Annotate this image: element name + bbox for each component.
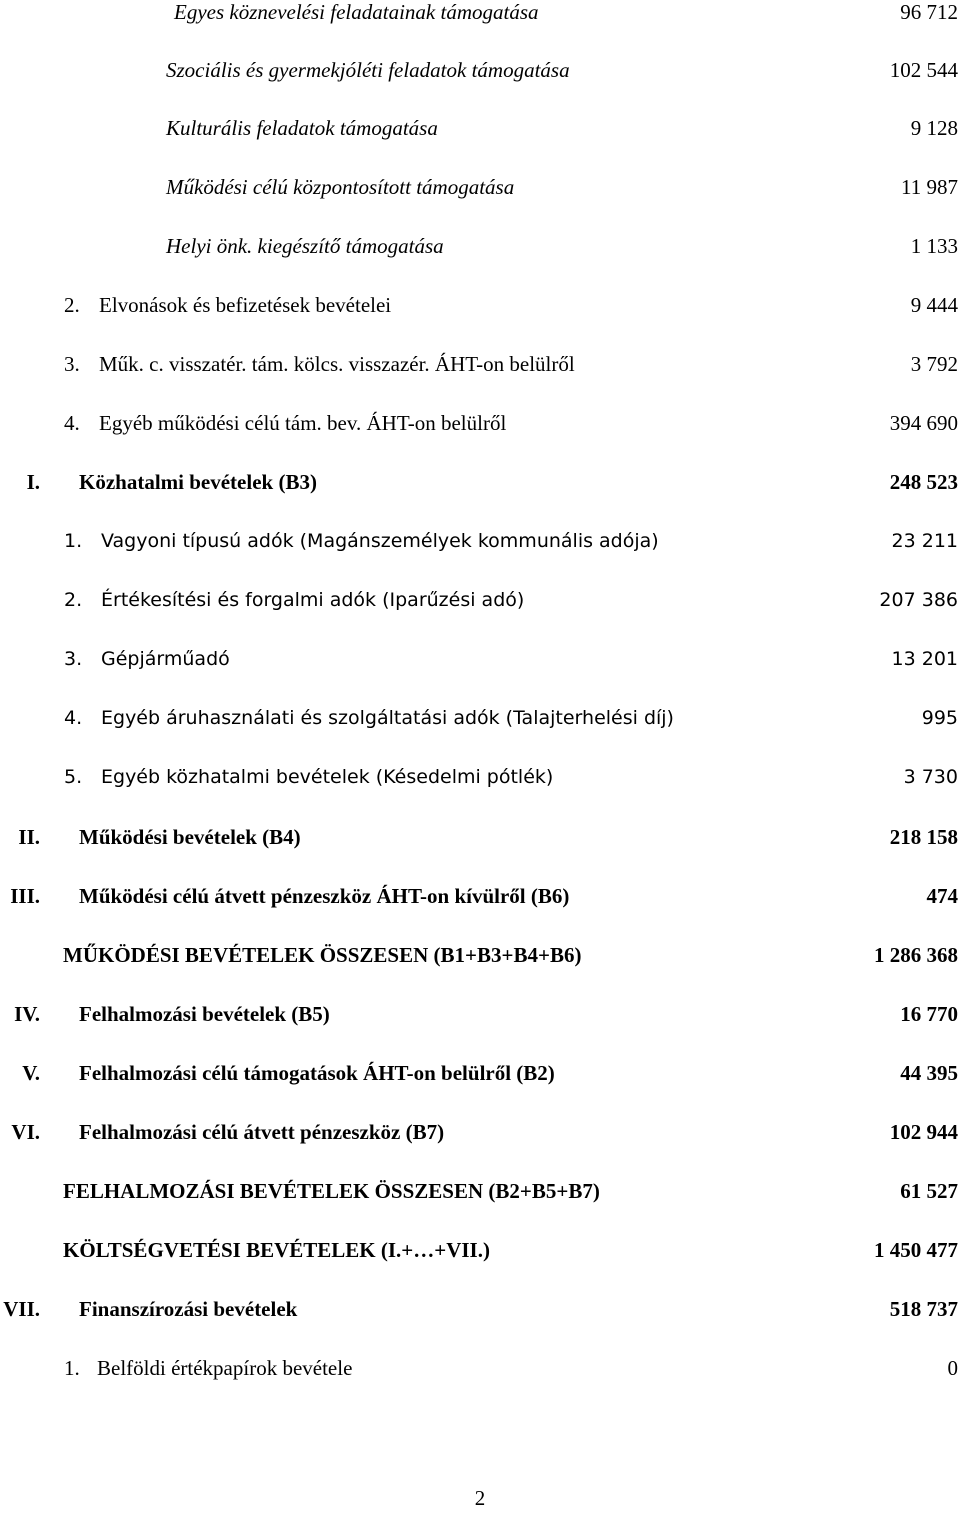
row-value: 218 158 [889, 825, 958, 849]
row-label: Belföldi értékpapírok bevétele [97, 1356, 353, 1380]
row-value: 394 690 [889, 411, 958, 435]
row-value: 518 737 [889, 1297, 958, 1321]
row-value: 1 286 368 [874, 943, 958, 967]
row-label: Működési célú átvett pénzeszköz ÁHT-on kívülről (B6) [79, 884, 570, 908]
row-label: Egyéb közhatalmi bevételek (Késedelmi pótlék) [101, 766, 554, 788]
row-label: Gépjárműadó [101, 648, 230, 670]
budget-row-aruhasznalati [0, 698, 960, 738]
row-label: Értékesítési és forgalmi adók (Iparűzési adó) [101, 589, 525, 611]
row-number: 4. [64, 411, 80, 435]
row-value: 23 211 [891, 530, 958, 552]
budget-row-ertekesitesi [0, 580, 960, 620]
budget-row-koznevelesi [0, 0, 960, 32]
row-label: Vagyoni típusú adók (Magánszemélyek kommunális adója) [101, 530, 659, 552]
row-value: 102 544 [889, 58, 958, 82]
row-value: 3 792 [910, 352, 958, 376]
row-value: 61 527 [900, 1179, 958, 1203]
budget-row-visszaterulo [0, 344, 960, 384]
row-roman-numeral: IV. [14, 1002, 40, 1026]
row-label: Helyi önk. kiegészítő támogatása [166, 234, 444, 258]
row-value: 1 133 [910, 234, 958, 258]
row-label: Közhatalmi bevételek (B3) [79, 470, 317, 494]
row-value: 1 450 477 [874, 1238, 958, 1262]
budget-row-kesedelmi [0, 757, 960, 797]
budget-row-szocialis [0, 50, 960, 90]
row-number: 1. [64, 530, 83, 552]
row-value: 474 [926, 884, 958, 908]
budget-row-atvett-kivulrol [0, 876, 960, 916]
row-value: 102 944 [889, 1120, 958, 1144]
row-label: Egyéb áruhasználati és szolgáltatási adók (Talajterhelési díj) [101, 707, 674, 729]
row-number: 2. [64, 589, 83, 611]
row-roman-numeral: VI. [11, 1120, 40, 1144]
budget-row-kulturalis [0, 108, 960, 148]
row-label: Egyéb működési célú tám. bev. ÁHT-on belülről [99, 411, 507, 435]
row-label: Finanszírozási bevételek [79, 1297, 298, 1321]
budget-row-elvonasok [0, 285, 960, 325]
row-label: Felhalmozási bevételek (B5) [79, 1002, 330, 1026]
row-label: MŰKÖDÉSI BEVÉTELEK ÖSSZESEN (B1+B3+B4+B6) [63, 943, 582, 967]
row-value: 0 [947, 1356, 958, 1380]
row-value: 9 444 [910, 293, 958, 317]
row-roman-numeral: I. [26, 470, 40, 494]
row-number: 1. [64, 1356, 80, 1380]
row-label: Szociális és gyermekjóléti feladatok támogatása [166, 58, 570, 82]
row-roman-numeral: VII. [3, 1297, 40, 1321]
row-value: 16 770 [900, 1002, 958, 1026]
row-label: Felhalmozási célú támogatások ÁHT-on belülről (B2) [79, 1061, 555, 1085]
row-value: 995 [921, 707, 958, 729]
row-value: 207 386 [879, 589, 958, 611]
budget-row-mukodesi-osszesen [0, 935, 960, 975]
budget-row-kozpontositott [0, 167, 960, 207]
row-label: Egyes köznevelési feladatainak támogatása [174, 0, 539, 24]
row-value: 248 523 [889, 470, 958, 494]
budget-row-felhalmozasi-osszesen [0, 1171, 960, 1211]
row-roman-numeral: V. [22, 1061, 40, 1085]
row-roman-numeral: II. [18, 825, 40, 849]
budget-row-mukodesi-bevetelek [0, 817, 960, 857]
row-value: 9 128 [910, 116, 958, 140]
row-number: 5. [64, 766, 83, 788]
page-number: 2 [474, 1486, 486, 1510]
row-number: 3. [64, 648, 83, 670]
row-label: Kulturális feladatok támogatása [166, 116, 438, 140]
row-number: 2. [64, 293, 80, 317]
budget-row-gepjarmuado [0, 639, 960, 679]
budget-row-vagyoni [0, 521, 960, 561]
budget-row-felhalmozasi-bevetelek [0, 994, 960, 1034]
budget-row-ertekpapirok [0, 1348, 960, 1388]
row-value: 96 712 [900, 0, 958, 24]
row-label: Működési célú központosított támogatása [166, 175, 515, 199]
row-label: Működési bevételek (B4) [79, 825, 301, 849]
row-label: Műk. c. visszatér. tám. kölcs. visszazér. ÁHT-on belülről [99, 352, 575, 376]
budget-row-egyeb-mukodesi [0, 403, 960, 443]
budget-row-kozhatalmi [0, 462, 960, 502]
row-value: 3 730 [903, 766, 958, 788]
budget-row-kiegeszito [0, 226, 960, 266]
budget-row-koltsegvetesi [0, 1230, 960, 1270]
budget-row-felhalmozasi-tamogatasok [0, 1053, 960, 1093]
row-label: Felhalmozási célú átvett pénzeszköz (B7) [79, 1120, 445, 1144]
row-number: 3. [64, 352, 80, 376]
row-value: 13 201 [891, 648, 958, 670]
row-number: 4. [64, 707, 83, 729]
row-label: KÖLTSÉGVETÉSI BEVÉTELEK (I.+…+VII.) [63, 1238, 490, 1262]
row-roman-numeral: III. [10, 884, 40, 908]
budget-row-finanszirozasi [0, 1289, 960, 1329]
budget-row-felhalmozasi-atvett [0, 1112, 960, 1152]
row-value: 11 987 [901, 175, 958, 199]
row-label: Elvonások és befizetések bevételei [99, 293, 392, 317]
row-value: 44 395 [900, 1061, 958, 1085]
row-label: FELHALMOZÁSI BEVÉTELEK ÖSSZESEN (B2+B5+B7) [63, 1179, 600, 1203]
